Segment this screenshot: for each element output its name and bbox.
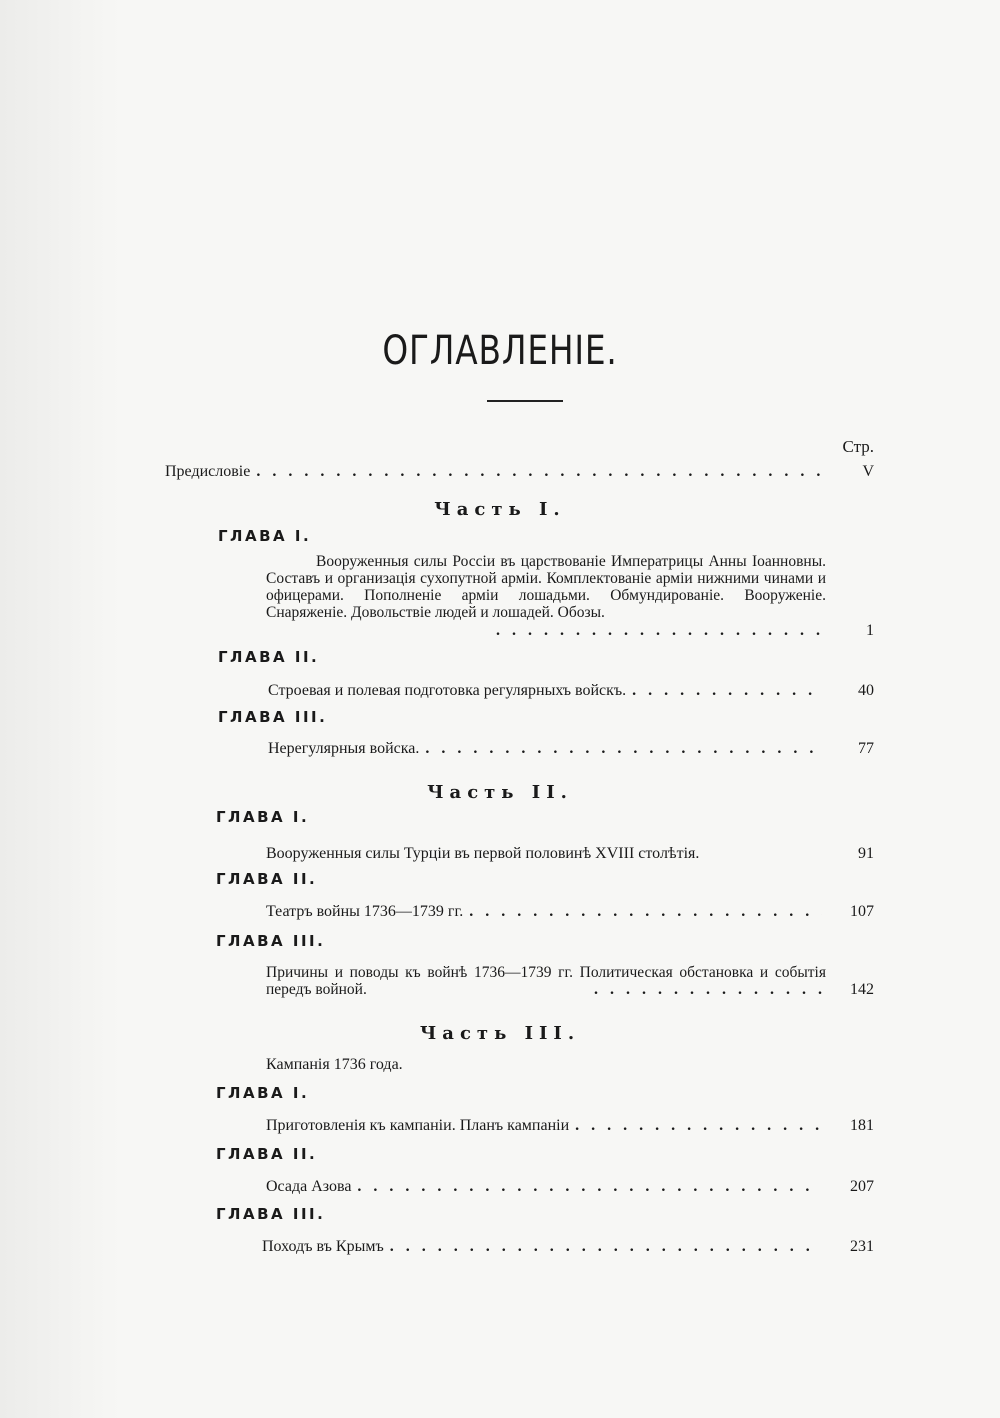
leader-dots — [256, 463, 822, 481]
toc-entry-label: Походъ въ Крымъ — [262, 1238, 384, 1255]
toc-entry[interactable] — [266, 903, 828, 921]
toc-entry-label: Строевая и полевая подготовка регулярныхъ войскъ. — [268, 682, 627, 699]
part-intro: Кампанія 1736 года. — [266, 1056, 403, 1073]
toc-entry-label: Приготовленія къ кампаніи. Планъ кампаніи — [266, 1117, 570, 1134]
chapter-heading: ГЛАВА I. — [218, 527, 312, 545]
toc-entry-text[interactable]: Вооруженныя силы Россіи въ царствованіе Императрицы Анны Іоанновны. Составъ и организація сухопутной арміи. Комплектованіе арміи нижними чинами и офицерами. Пополненіе арміи лошадьми. Обмундированіе. Вооруженіе. Снаряженіе. Довольствіе людей и лошадей. Обозы. — [266, 553, 826, 621]
leader-dots — [496, 622, 822, 640]
toc-entry-preface[interactable] — [165, 463, 828, 481]
chapter-heading: ГЛАВА II. — [216, 870, 318, 888]
toc-page-number: 1 — [866, 622, 874, 639]
leader-dots — [357, 1178, 822, 1196]
leader-dots — [425, 740, 822, 758]
toc-page-number: 107 — [850, 903, 874, 920]
toc-entry[interactable] — [266, 1117, 828, 1135]
leader-dots — [594, 981, 822, 999]
leader-dots — [469, 903, 822, 921]
page-column-label: Стр. — [842, 437, 874, 456]
toc-entry-leader — [588, 981, 828, 999]
page-title: ОГЛАВЛЕНІЕ. — [382, 328, 618, 374]
chapter-heading: ГЛАВА I. — [216, 808, 310, 826]
toc-page-number: 40 — [858, 682, 874, 699]
leader-dots — [632, 682, 822, 700]
chapter-heading: ГЛАВА II. — [216, 1145, 318, 1163]
chapter-heading: ГЛАВА I. — [216, 1084, 310, 1102]
toc-entry-text[interactable]: Причины и поводы къ войнѣ 1736—1739 гг. Политическая обстановка и событія передъ войной. — [266, 964, 826, 998]
toc-entry-label: Театръ войны 1736—1739 гг. — [266, 903, 464, 920]
toc-entry[interactable] — [266, 845, 828, 863]
toc-page-number: V — [862, 463, 874, 480]
toc-entry-label: Нерегулярныя войска. — [268, 740, 420, 757]
toc-page-number: 77 — [858, 740, 874, 757]
toc-entry-label: Вооруженныя силы Турціи въ первой половинѣ XVIII столѣтія. — [266, 845, 700, 862]
leader-dots — [390, 1238, 822, 1256]
toc-page-number: 207 — [850, 1178, 874, 1195]
part-heading: Часть I. — [434, 499, 566, 520]
toc-page-number: 181 — [850, 1117, 874, 1134]
toc-entry[interactable] — [262, 1238, 828, 1256]
page-shadow — [0, 0, 120, 1418]
toc-entry[interactable] — [266, 1178, 828, 1196]
chapter-heading: ГЛАВА III. — [216, 1205, 326, 1223]
title-divider — [487, 400, 563, 402]
leader-dots — [575, 1117, 822, 1135]
toc-page-number: 91 — [858, 845, 874, 862]
toc-entry[interactable] — [268, 682, 828, 700]
chapter-heading: ГЛАВА II. — [218, 648, 320, 666]
toc-page-number: 142 — [850, 981, 874, 998]
part-heading: Часть II. — [427, 782, 573, 803]
toc-entry-label: Осада Азова — [266, 1178, 352, 1195]
toc-entry-label: Предисловіе — [165, 463, 251, 480]
chapter-heading: ГЛАВА III. — [218, 708, 328, 726]
chapter-heading: ГЛАВА III. — [216, 932, 326, 950]
part-heading: Часть III. — [419, 1023, 581, 1044]
toc-page-number: 231 — [850, 1238, 874, 1255]
toc-entry[interactable] — [268, 740, 828, 758]
toc-entry-leader — [490, 622, 828, 640]
